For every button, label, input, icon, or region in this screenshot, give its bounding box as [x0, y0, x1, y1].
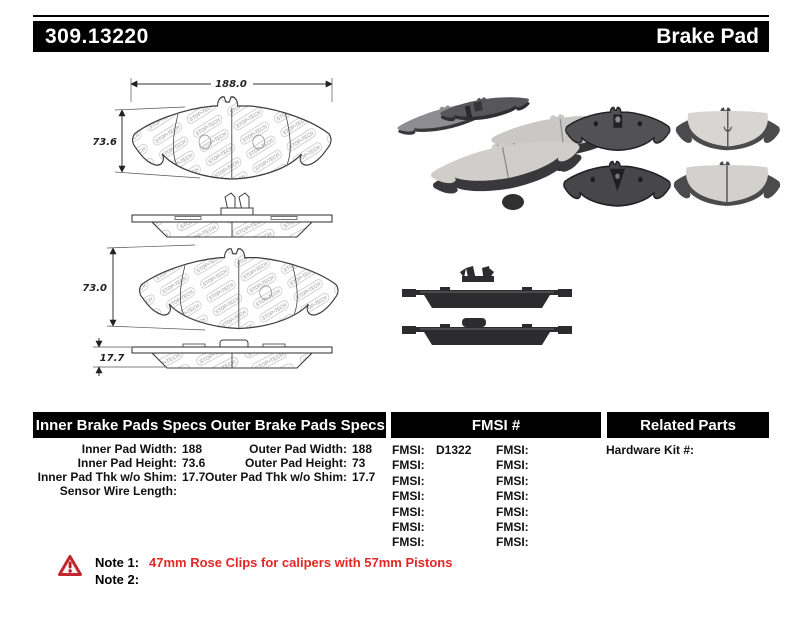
product-name: Brake Pad	[656, 24, 759, 48]
header-fmsi: FMSI #	[471, 416, 521, 434]
spec-value: 188	[182, 442, 203, 456]
fmsi-value	[426, 489, 436, 504]
dim-pad-width: 188.0	[215, 79, 247, 90]
fmsi-row	[392, 474, 492, 489]
fmsi-value	[426, 474, 436, 489]
inner-spec-row	[30, 457, 218, 471]
dim-inner-pad-height: 73.6	[92, 137, 117, 148]
fmsi-value	[530, 443, 540, 458]
note-text	[145, 571, 149, 588]
drawing-pad-top-view	[132, 193, 332, 237]
fmsi-row	[496, 458, 596, 473]
fmsi-row	[392, 520, 492, 535]
note-label: Note 2:	[95, 572, 140, 587]
fmsi-row	[392, 443, 492, 458]
fmsi-value	[426, 535, 436, 550]
warning-triangle-icon	[57, 554, 83, 578]
top-rule	[33, 15, 769, 17]
inner-specs-column	[30, 443, 218, 499]
fmsi-label: FMSI:	[496, 489, 529, 504]
title-bar	[33, 21, 769, 52]
fmsi-label: FMSI:	[496, 535, 529, 550]
related-part-row	[606, 443, 766, 457]
photo-pads-edge-views	[402, 266, 572, 345]
inner-spec-row	[30, 443, 218, 457]
spec-label: Outer Pad Thk w/o Shim:	[204, 469, 347, 484]
outer-specs-column	[200, 443, 388, 485]
spec-value: 73	[352, 455, 366, 470]
spec-value: 188	[352, 442, 373, 456]
fmsi-value	[426, 505, 436, 520]
spec-value	[177, 485, 218, 499]
header-related-parts: Related Parts	[640, 416, 736, 434]
spec-value: 17.7	[352, 469, 376, 484]
fmsi-value	[530, 474, 540, 489]
fmsi-label: FMSI:	[496, 443, 529, 457]
outer-spec-row	[200, 443, 388, 457]
fmsi-label: FMSI:	[496, 458, 529, 473]
notes-section	[95, 554, 452, 588]
inner-spec-row	[30, 485, 218, 499]
fmsi-value	[530, 505, 540, 520]
fmsi-label: FMSI:	[392, 473, 425, 488]
fmsi-label: FMSI:	[496, 519, 529, 534]
fmsi-value	[530, 458, 540, 473]
fmsi-value	[530, 535, 540, 550]
header-inner-specs: Inner Brake Pads Specs	[35, 416, 207, 434]
fmsi-column-1	[392, 443, 492, 551]
spec-label: Outer Pad Width:	[249, 442, 347, 456]
note-text: 47mm Rose Clips for calipers with 57mm Pistons	[149, 555, 453, 570]
drawing-inner-pad-face	[92, 76, 332, 179]
spec-label: Inner Pad Height:	[77, 455, 177, 470]
drawing-pad-edge-view	[93, 338, 332, 376]
spec-label: Outer Pad Height:	[244, 455, 347, 470]
related-parts-column	[606, 443, 766, 457]
fmsi-value	[530, 489, 540, 504]
outer-spec-row	[200, 471, 388, 485]
fmsi-column-2	[496, 443, 596, 551]
header-outer-specs: Outer Brake Pads Specs	[210, 416, 385, 434]
fmsi-row	[496, 489, 596, 504]
spec-label: Inner Pad Width:	[81, 442, 177, 456]
fmsi-label: FMSI:	[392, 458, 425, 473]
spec-label: Sensor Wire Length:	[59, 483, 177, 498]
fmsi-value	[530, 520, 540, 535]
note-row	[95, 554, 452, 571]
inner-spec-row	[30, 471, 218, 485]
fmsi-label: FMSI:	[496, 473, 529, 488]
spec-value: 17.7	[182, 469, 206, 484]
note-label: Note 1:	[95, 555, 140, 570]
spec-value: 73.6	[182, 455, 206, 470]
fmsi-row	[496, 505, 596, 520]
fmsi-label: FMSI:	[496, 504, 529, 519]
fmsi-label: FMSI:	[392, 535, 425, 550]
product-photos	[392, 92, 790, 354]
fmsi-value: D1322	[436, 443, 472, 457]
fmsi-label: FMSI:	[392, 489, 425, 504]
fmsi-row	[392, 489, 492, 504]
drawing-outer-pad-face	[82, 245, 338, 330]
specs-header-bar	[33, 412, 386, 438]
fmsi-label: FMSI:	[392, 443, 425, 457]
spec-label: Inner Pad Thk w/o Shim:	[37, 469, 177, 484]
fmsi-row	[496, 474, 596, 489]
dim-pad-thickness: 17.7	[99, 353, 125, 364]
fmsi-label: FMSI:	[392, 519, 425, 534]
photo-pad-set-grid	[564, 107, 780, 205]
note-row	[95, 571, 452, 588]
fmsi-row	[392, 458, 492, 473]
fmsi-row	[496, 443, 596, 458]
fmsi-header-bar	[391, 412, 601, 438]
related-parts-header-bar	[607, 412, 769, 438]
fmsi-row	[496, 535, 596, 550]
dim-outer-pad-height: 73.0	[82, 283, 107, 294]
related-part-label: Hardware Kit #:	[606, 443, 695, 457]
part-number: 309.13220	[45, 24, 149, 48]
fmsi-row	[496, 520, 596, 535]
fmsi-value	[426, 520, 436, 535]
fmsi-row	[392, 505, 492, 520]
fmsi-value	[426, 458, 436, 473]
fmsi-label: FMSI:	[392, 504, 425, 519]
outer-spec-row	[200, 457, 388, 471]
technical-drawing	[35, 60, 390, 400]
fmsi-row	[392, 535, 492, 550]
